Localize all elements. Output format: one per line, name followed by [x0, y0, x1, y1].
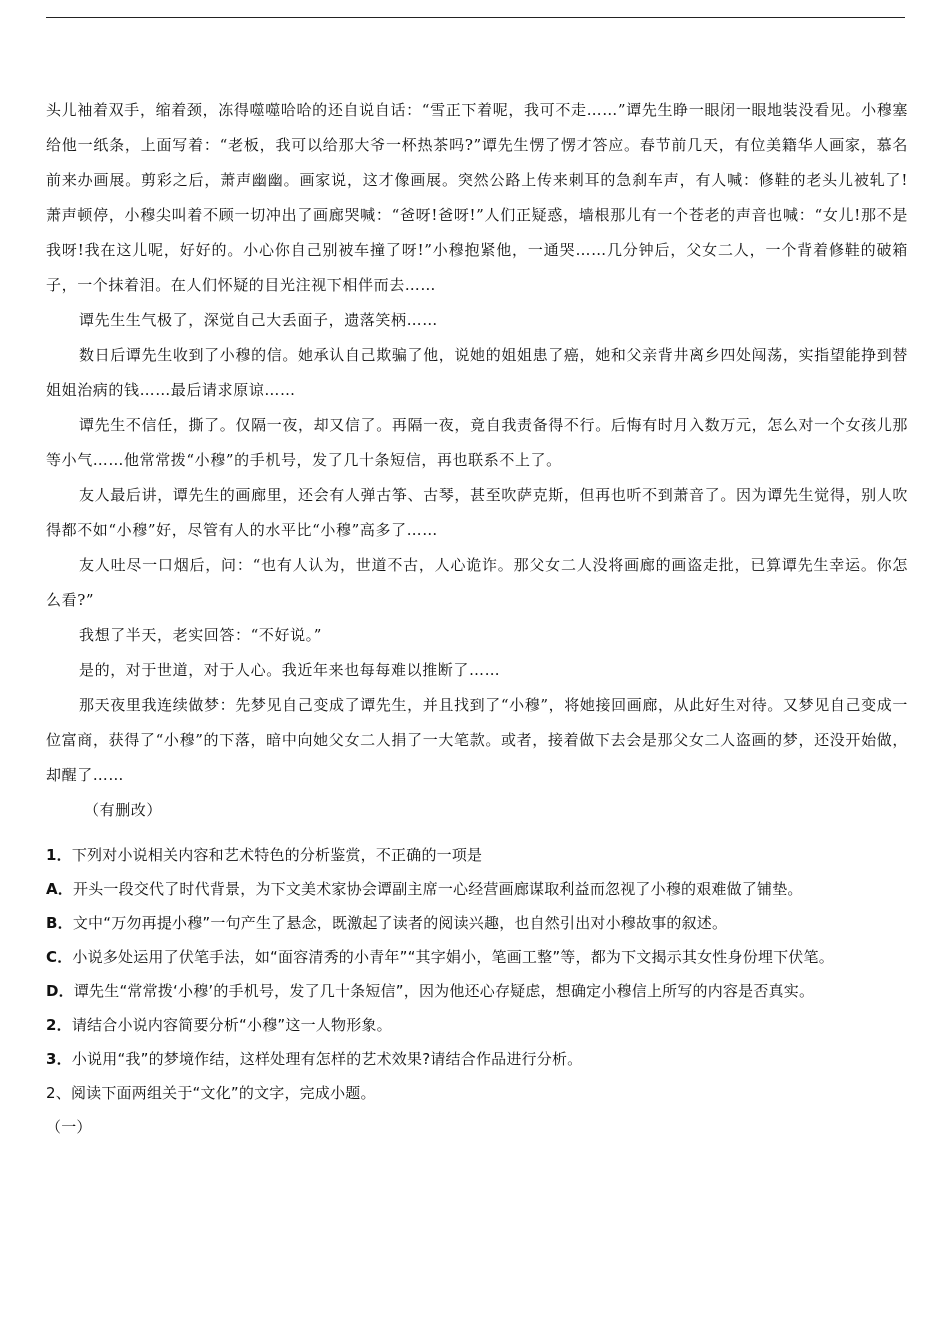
- option-text: 文中“万勿再提小穆”一句产生了悬念，既激起了读者的阅读兴趣，也自然引出对小穆故事的叙述。: [72, 914, 728, 932]
- option-tag: C．: [46, 948, 73, 966]
- story-paragraph: 那天夜里我连续做梦：先梦见自己变成了谭先生，并且找到了“小穆”，将她接回画廊，从此好生对待。又梦见自己变成一位富商，获得了“小穆”的下落，暗中向她父女二人捐了一大笔款。或者，接着做下去会是那父女二人盗画的梦，还没开始做，却醒了……: [46, 696, 908, 784]
- part-1-label: （一）: [46, 1118, 92, 1136]
- option-a: [46, 872, 908, 906]
- question-number: 3．: [46, 1050, 72, 1068]
- option-text: 开头一段交代了时代背景，为下文美术家协会谭副主席一心经营画廊谋取利益而忽视了小穆的艰难做了铺垫。: [73, 880, 803, 898]
- option-d: [46, 974, 908, 1008]
- question-section: [46, 838, 908, 1144]
- story-paragraph: 是的，对于世道，对于人心。我近年来也每每难以推断了……: [79, 661, 501, 679]
- story-paragraph: 我想了半天，老实回答：“不好说。”: [79, 626, 323, 644]
- option-text: 小说多处运用了伏笔手法，如“面容清秀的小青年”“其字娟小，笔画工整”等，都为下文揭示其女性身份埋下伏笔。: [72, 948, 834, 966]
- question-1: [46, 838, 908, 872]
- header-rule: [46, 17, 905, 18]
- story-paragraph: 友人最后讲，谭先生的画廊里，还会有人弹古筝、古琴，甚至吹萨克斯，但再也听不到萧音了。因为谭先生觉得，别人吹得都不如“小穆”好，尽管有人的水平比“小穆”高多了……: [46, 486, 908, 539]
- question-number: 1．: [46, 846, 72, 864]
- story-paragraph: 谭先生不信任，撕了。仅隔一夜，却又信了。再隔一夜，竟自我责备得不行。后悔有时月入数万元，怎么对一个女孩儿那等小气……他常常拨“小穆”的手机号，发了几十条短信，再也联系不上了。: [46, 416, 908, 469]
- edit-note: （有删改）: [84, 801, 163, 819]
- option-text: 谭先生“常常拨‘小穆’的手机号，发了几十条短信”，因为他还心存疑虑，想确定小穆信上所写的内容是否真实。: [73, 982, 815, 1000]
- story-paragraph: 友人吐尽一口烟后，问：“也有人认为，世道不古，人心诡诈。那父女二人没将画廊的画盗走批，已算谭先生幸运。你怎么看?”: [46, 556, 908, 609]
- option-tag: D．: [46, 982, 74, 1000]
- option-tag: B．: [46, 914, 73, 932]
- question-stem: 下列对小说相关内容和艺术特色的分析鉴赏，不正确的一项是: [71, 846, 483, 864]
- question-3: [46, 1042, 908, 1076]
- story-paragraph: 数日后谭先生收到了小穆的信。她承认自己欺骗了他，说她的姐姐患了癌，她和父亲背井离乡四处闯荡，实指望能挣到替姐姐治病的钱……最后请求原谅……: [46, 346, 908, 399]
- option-tag: A．: [46, 880, 74, 898]
- question-2: [46, 1008, 908, 1042]
- question-number: 2．: [46, 1016, 72, 1034]
- section-2-heading: 2、阅读下面两组关于“文化”的文字，完成小题。: [46, 1084, 376, 1102]
- story-text: [46, 93, 908, 828]
- story-paragraph: 头儿袖着双手，缩着颈，冻得噬噬哈哈的还自说自话：“雪正下着呢，我可不走……”谭先生睁一眼闭一眼地装没看见。小穆塞给他一纸条，上面写着：“老板，我可以给那大爷一杯热茶吗?”谭先生愣了愣才答应。春节前几天，有位美籍华人画家，慕名前来办画展。剪彩之后，萧声幽幽。画家说，这才像画展。突然公路上传来刺耳的急刹车声，有人喊：修鞋的老头儿被轧了!萧声顿停，小穆尖叫着不顾一切冲出了画廊哭喊：“爸呀!爸呀!”人们正疑惑，墙根那儿有一个苍老的声音也喊：“女儿!那不是我呀!我在这儿呢，好好的。小心你自己别被车撞了呀!”小穆抱紧他，一通哭……几分钟后，父女二人，一个背着修鞋的破箱子，一个抹着泪。在人们怀疑的目光注视下相伴而去……: [46, 101, 908, 294]
- question-text: 小说用“我”的梦境作结，这样处理有怎样的艺术效果?请结合作品进行分析。: [71, 1050, 583, 1068]
- story-paragraph: 谭先生生气极了，深觉自己大丢面子，遗落笑柄……: [79, 311, 438, 329]
- option-b: [46, 906, 908, 940]
- question-text: 请结合小说内容简要分析“小穆”这一人物形象。: [71, 1016, 392, 1034]
- option-c: [46, 940, 908, 974]
